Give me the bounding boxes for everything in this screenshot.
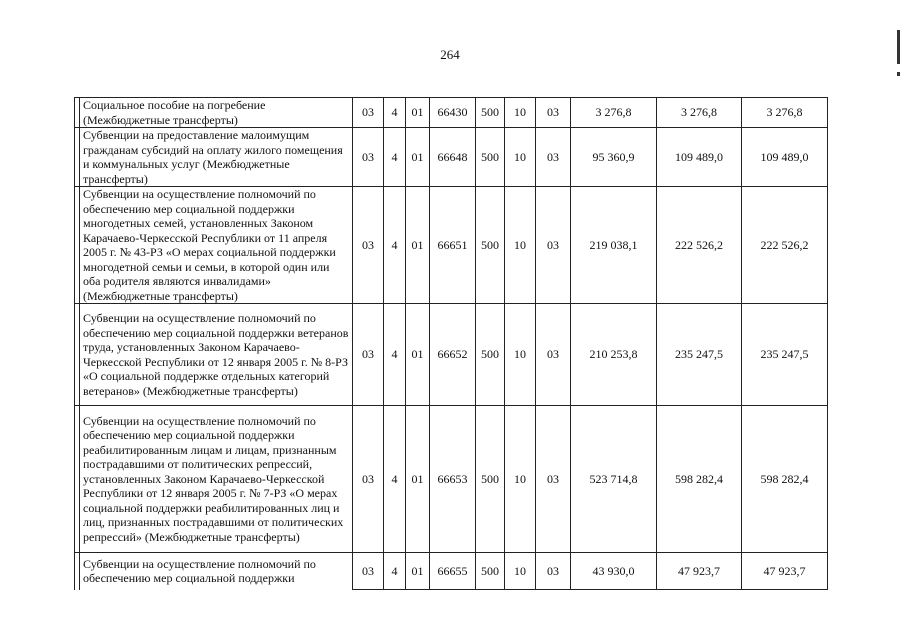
direction-code: 66430 (430, 98, 476, 128)
section-code: 10 (505, 187, 536, 304)
row-description: Субвенции на предоставление малоимущим гражданам субсидий на оплату жилого помещения и коммунальных услуг (Межбюджетные трансферты) (80, 128, 353, 187)
amount-year-2: 109 489,0 (657, 128, 742, 187)
amount-year-1: 210 253,8 (571, 304, 657, 406)
subsection-code: 03 (536, 128, 571, 187)
row-description: Субвенции на осуществление полномочий по обеспечению мер социальной поддержки ветеранов труда, установленных Законом Карачаево-Черкесской Республики от 12 января 2005 г. № 8-РЗ «О социальной поддержке отдельных категорий ветеранов» (Межбюджетные трансферты) (80, 304, 353, 406)
amount-year-3: 109 489,0 (742, 128, 828, 187)
table-row (75, 187, 828, 304)
expense-type-code: 500 (476, 406, 505, 553)
ministry-code: 03 (353, 553, 384, 590)
table-row (75, 98, 828, 128)
amount-year-3: 3 276,8 (742, 98, 828, 128)
amount-year-1: 95 360,9 (571, 128, 657, 187)
program-code: 4 (384, 406, 406, 553)
row-description: Социальное пособие на погребение (Межбюджетные трансферты) (80, 98, 353, 128)
subprogram-code: 01 (406, 553, 430, 590)
expense-type-code: 500 (476, 304, 505, 406)
budget-table-body (75, 98, 828, 590)
row-description: Субвенции на осуществление полномочий по обеспечению мер социальной поддержки многодетных семей, установленных Законом Карачаево-Черкесской Республики от 11 апреля 2005 г. № 43-РЗ «О мерах социальной поддержки многодетной семьи и семьи, в которой один или оба родителя являются инвалидами» (Межбюджетные трансферты) (80, 187, 353, 304)
amount-year-1: 219 038,1 (571, 187, 657, 304)
amount-year-3: 47 923,7 (742, 553, 828, 590)
table-row (75, 553, 828, 590)
subprogram-code: 01 (406, 187, 430, 304)
table-row (75, 128, 828, 187)
program-code: 4 (384, 304, 406, 406)
amount-year-2: 47 923,7 (657, 553, 742, 590)
section-code: 10 (505, 98, 536, 128)
direction-code: 66653 (430, 406, 476, 553)
amount-year-3: 222 526,2 (742, 187, 828, 304)
subsection-code: 03 (536, 406, 571, 553)
amount-year-2: 235 247,5 (657, 304, 742, 406)
subprogram-code: 01 (406, 98, 430, 128)
subprogram-code: 01 (406, 304, 430, 406)
expense-type-code: 500 (476, 98, 505, 128)
amount-year-2: 598 282,4 (657, 406, 742, 553)
ministry-code: 03 (353, 406, 384, 553)
direction-code: 66652 (430, 304, 476, 406)
table-row (75, 406, 828, 553)
amount-year-1: 43 930,0 (571, 553, 657, 590)
row-description: Субвенции на осуществление полномочий по обеспечению мер социальной поддержки реабилитированным лицам и лицам, признанным пострадавшими от политических репрессий, установленных Законом Карачаево-Черкесской Республики от 12 января 2005 г. № 7-РЗ «О мерах социальной поддержки реабилитированных лиц и лиц, признанных пострадавшими от политических репрессий» (Межбюджетные трансферты) (80, 406, 353, 553)
subsection-code: 03 (536, 187, 571, 304)
section-code: 10 (505, 128, 536, 187)
amount-year-1: 3 276,8 (571, 98, 657, 128)
expense-type-code: 500 (476, 553, 505, 590)
subsection-code: 03 (536, 304, 571, 406)
subsection-code: 03 (536, 98, 571, 128)
direction-code: 66651 (430, 187, 476, 304)
section-code: 10 (505, 406, 536, 553)
ministry-code: 03 (353, 98, 384, 128)
expense-type-code: 500 (476, 187, 505, 304)
budget-table (74, 97, 828, 590)
section-code: 10 (505, 304, 536, 406)
ministry-code: 03 (353, 187, 384, 304)
program-code: 4 (384, 98, 406, 128)
subprogram-code: 01 (406, 406, 430, 553)
row-description: Субвенции на осуществление полномочий по обеспечению мер социальной поддержки (80, 553, 353, 590)
program-code: 4 (384, 553, 406, 590)
program-code: 4 (384, 128, 406, 187)
subprogram-code: 01 (406, 128, 430, 187)
program-code: 4 (384, 187, 406, 304)
amount-year-3: 235 247,5 (742, 304, 828, 406)
ministry-code: 03 (353, 128, 384, 187)
direction-code: 66648 (430, 128, 476, 187)
expense-type-code: 500 (476, 128, 505, 187)
ministry-code: 03 (353, 304, 384, 406)
direction-code: 66655 (430, 553, 476, 590)
page-number: 264 (440, 47, 460, 62)
table-row (75, 304, 828, 406)
amount-year-1: 523 714,8 (571, 406, 657, 553)
section-code: 10 (505, 553, 536, 590)
amount-year-2: 3 276,8 (657, 98, 742, 128)
amount-year-3: 598 282,4 (742, 406, 828, 553)
subsection-code: 03 (536, 553, 571, 590)
amount-year-2: 222 526,2 (657, 187, 742, 304)
